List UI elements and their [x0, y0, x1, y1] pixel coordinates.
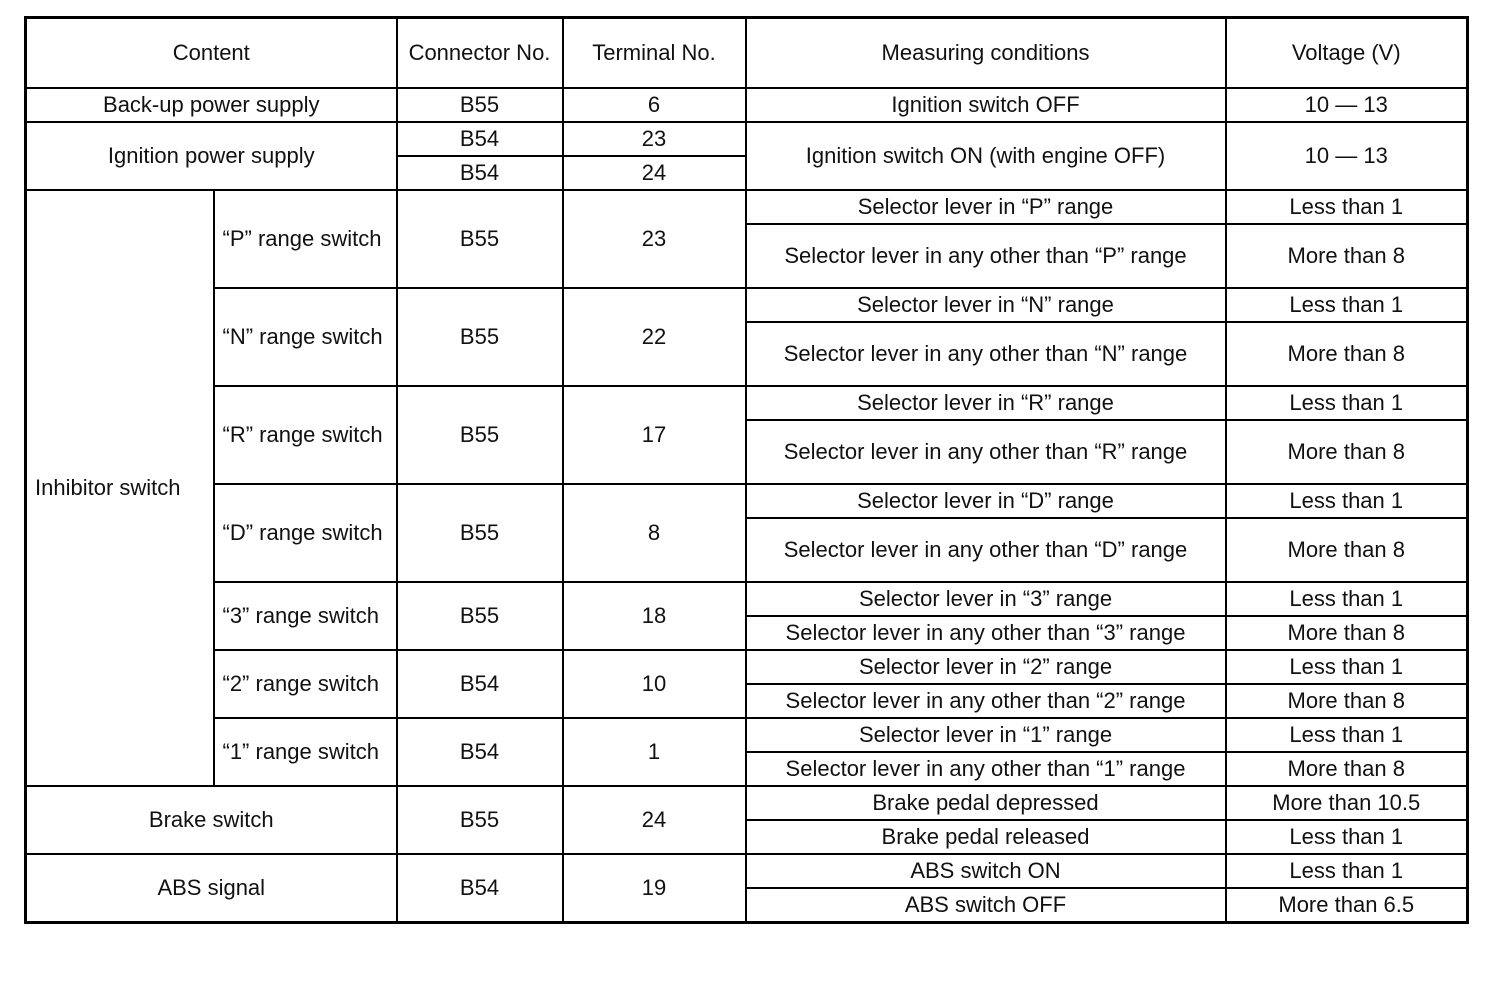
connector-cell: B55 — [397, 484, 563, 582]
header-row — [26, 18, 1468, 89]
terminal-cell: 17 — [563, 386, 746, 484]
voltage-cell: More than 8 — [1226, 684, 1468, 718]
connector-cell: B54 — [397, 854, 563, 923]
table-container — [24, 16, 1469, 924]
terminal-cell: 18 — [563, 582, 746, 650]
voltage-cell: More than 8 — [1226, 322, 1468, 386]
connector-cell: B55 — [397, 786, 563, 854]
terminal-cell: 23 — [563, 122, 746, 156]
connector-cell: B54 — [397, 650, 563, 718]
condition-cell: Selector lever in “R” range — [746, 386, 1226, 420]
condition-cell: ABS switch ON — [746, 854, 1226, 888]
condition-cell: Selector lever in any other than “D” range — [746, 518, 1226, 582]
table-row — [26, 718, 1468, 752]
terminal-cell: 22 — [563, 288, 746, 386]
switch-name-cell: “3” range switch — [214, 582, 397, 650]
voltage-cell: Less than 1 — [1226, 288, 1468, 322]
connector-cell: B55 — [397, 288, 563, 386]
content-cell: Ignition power supply — [26, 122, 397, 190]
switch-name-cell: “P” range switch — [214, 190, 397, 288]
voltage-cell: Less than 1 — [1226, 650, 1468, 684]
voltage-cell: More than 8 — [1226, 616, 1468, 650]
condition-cell: Brake pedal depressed — [746, 786, 1226, 820]
condition-cell: Selector lever in any other than “P” range — [746, 224, 1226, 288]
table-row — [26, 288, 1468, 322]
table-row — [26, 786, 1468, 820]
voltage-cell: More than 8 — [1226, 518, 1468, 582]
terminal-cell: 24 — [563, 786, 746, 854]
header-conditions: Measuring conditions — [746, 18, 1226, 89]
switch-name-cell: “1” range switch — [214, 718, 397, 786]
voltage-cell: Less than 1 — [1226, 190, 1468, 224]
connector-cell: B55 — [397, 582, 563, 650]
voltage-cell: Less than 1 — [1226, 820, 1468, 854]
voltage-spec-table — [24, 16, 1469, 924]
switch-name-cell: “R” range switch — [214, 386, 397, 484]
terminal-cell: 8 — [563, 484, 746, 582]
connector-cell: B54 — [397, 156, 563, 190]
voltage-cell: Less than 1 — [1226, 854, 1468, 888]
condition-cell: Selector lever in “3” range — [746, 582, 1226, 616]
switch-name-cell: “2” range switch — [214, 650, 397, 718]
terminal-cell: 1 — [563, 718, 746, 786]
terminal-cell: 19 — [563, 854, 746, 923]
voltage-cell: Less than 1 — [1226, 386, 1468, 420]
condition-cell: Selector lever in “D” range — [746, 484, 1226, 518]
connector-cell: B54 — [397, 122, 563, 156]
header-content: Content — [26, 18, 397, 89]
voltage-cell: More than 10.5 — [1226, 786, 1468, 820]
connector-cell: B55 — [397, 190, 563, 288]
condition-cell: Selector lever in “2” range — [746, 650, 1226, 684]
terminal-cell: 23 — [563, 190, 746, 288]
inhibitor-switch-label: Inhibitor switch — [26, 190, 214, 786]
terminal-cell: 24 — [563, 156, 746, 190]
header-terminal: Terminal No. — [563, 18, 746, 89]
content-cell: Back-up power supply — [26, 88, 397, 122]
table-row — [26, 582, 1468, 616]
table-row — [26, 854, 1468, 888]
header-voltage: Voltage (V) — [1226, 18, 1468, 89]
voltage-cell: More than 8 — [1226, 224, 1468, 288]
content-cell: ABS signal — [26, 854, 397, 923]
voltage-cell: Less than 1 — [1226, 582, 1468, 616]
terminal-cell: 10 — [563, 650, 746, 718]
connector-cell: B55 — [397, 88, 563, 122]
condition-cell: Selector lever in any other than “1” range — [746, 752, 1226, 786]
condition-cell: Selector lever in any other than “N” range — [746, 322, 1226, 386]
header-connector: Connector No. — [397, 18, 563, 89]
table-row — [26, 650, 1468, 684]
voltage-cell: 10 — 13 — [1226, 122, 1468, 190]
condition-cell: Ignition switch ON (with engine OFF) — [746, 122, 1226, 190]
content-cell: Brake switch — [26, 786, 397, 854]
voltage-cell: More than 8 — [1226, 420, 1468, 484]
table-row — [26, 386, 1468, 420]
condition-cell: Selector lever in any other than “R” range — [746, 420, 1226, 484]
table-row — [26, 190, 1468, 224]
voltage-cell: Less than 1 — [1226, 484, 1468, 518]
connector-cell: B54 — [397, 718, 563, 786]
condition-cell: Brake pedal released — [746, 820, 1226, 854]
voltage-cell: 10 — 13 — [1226, 88, 1468, 122]
voltage-cell: More than 8 — [1226, 752, 1468, 786]
table-row — [26, 484, 1468, 518]
switch-name-cell: “D” range switch — [214, 484, 397, 582]
voltage-cell: Less than 1 — [1226, 718, 1468, 752]
condition-cell: Selector lever in “N” range — [746, 288, 1226, 322]
condition-cell: Selector lever in “P” range — [746, 190, 1226, 224]
condition-cell: ABS switch OFF — [746, 888, 1226, 923]
switch-name-cell: “N” range switch — [214, 288, 397, 386]
condition-cell: Selector lever in any other than “2” range — [746, 684, 1226, 718]
connector-cell: B55 — [397, 386, 563, 484]
terminal-cell: 6 — [563, 88, 746, 122]
table-row — [26, 88, 1468, 122]
voltage-cell: More than 6.5 — [1226, 888, 1468, 923]
table-row — [26, 122, 1468, 156]
condition-cell: Ignition switch OFF — [746, 88, 1226, 122]
condition-cell: Selector lever in “1” range — [746, 718, 1226, 752]
condition-cell: Selector lever in any other than “3” range — [746, 616, 1226, 650]
